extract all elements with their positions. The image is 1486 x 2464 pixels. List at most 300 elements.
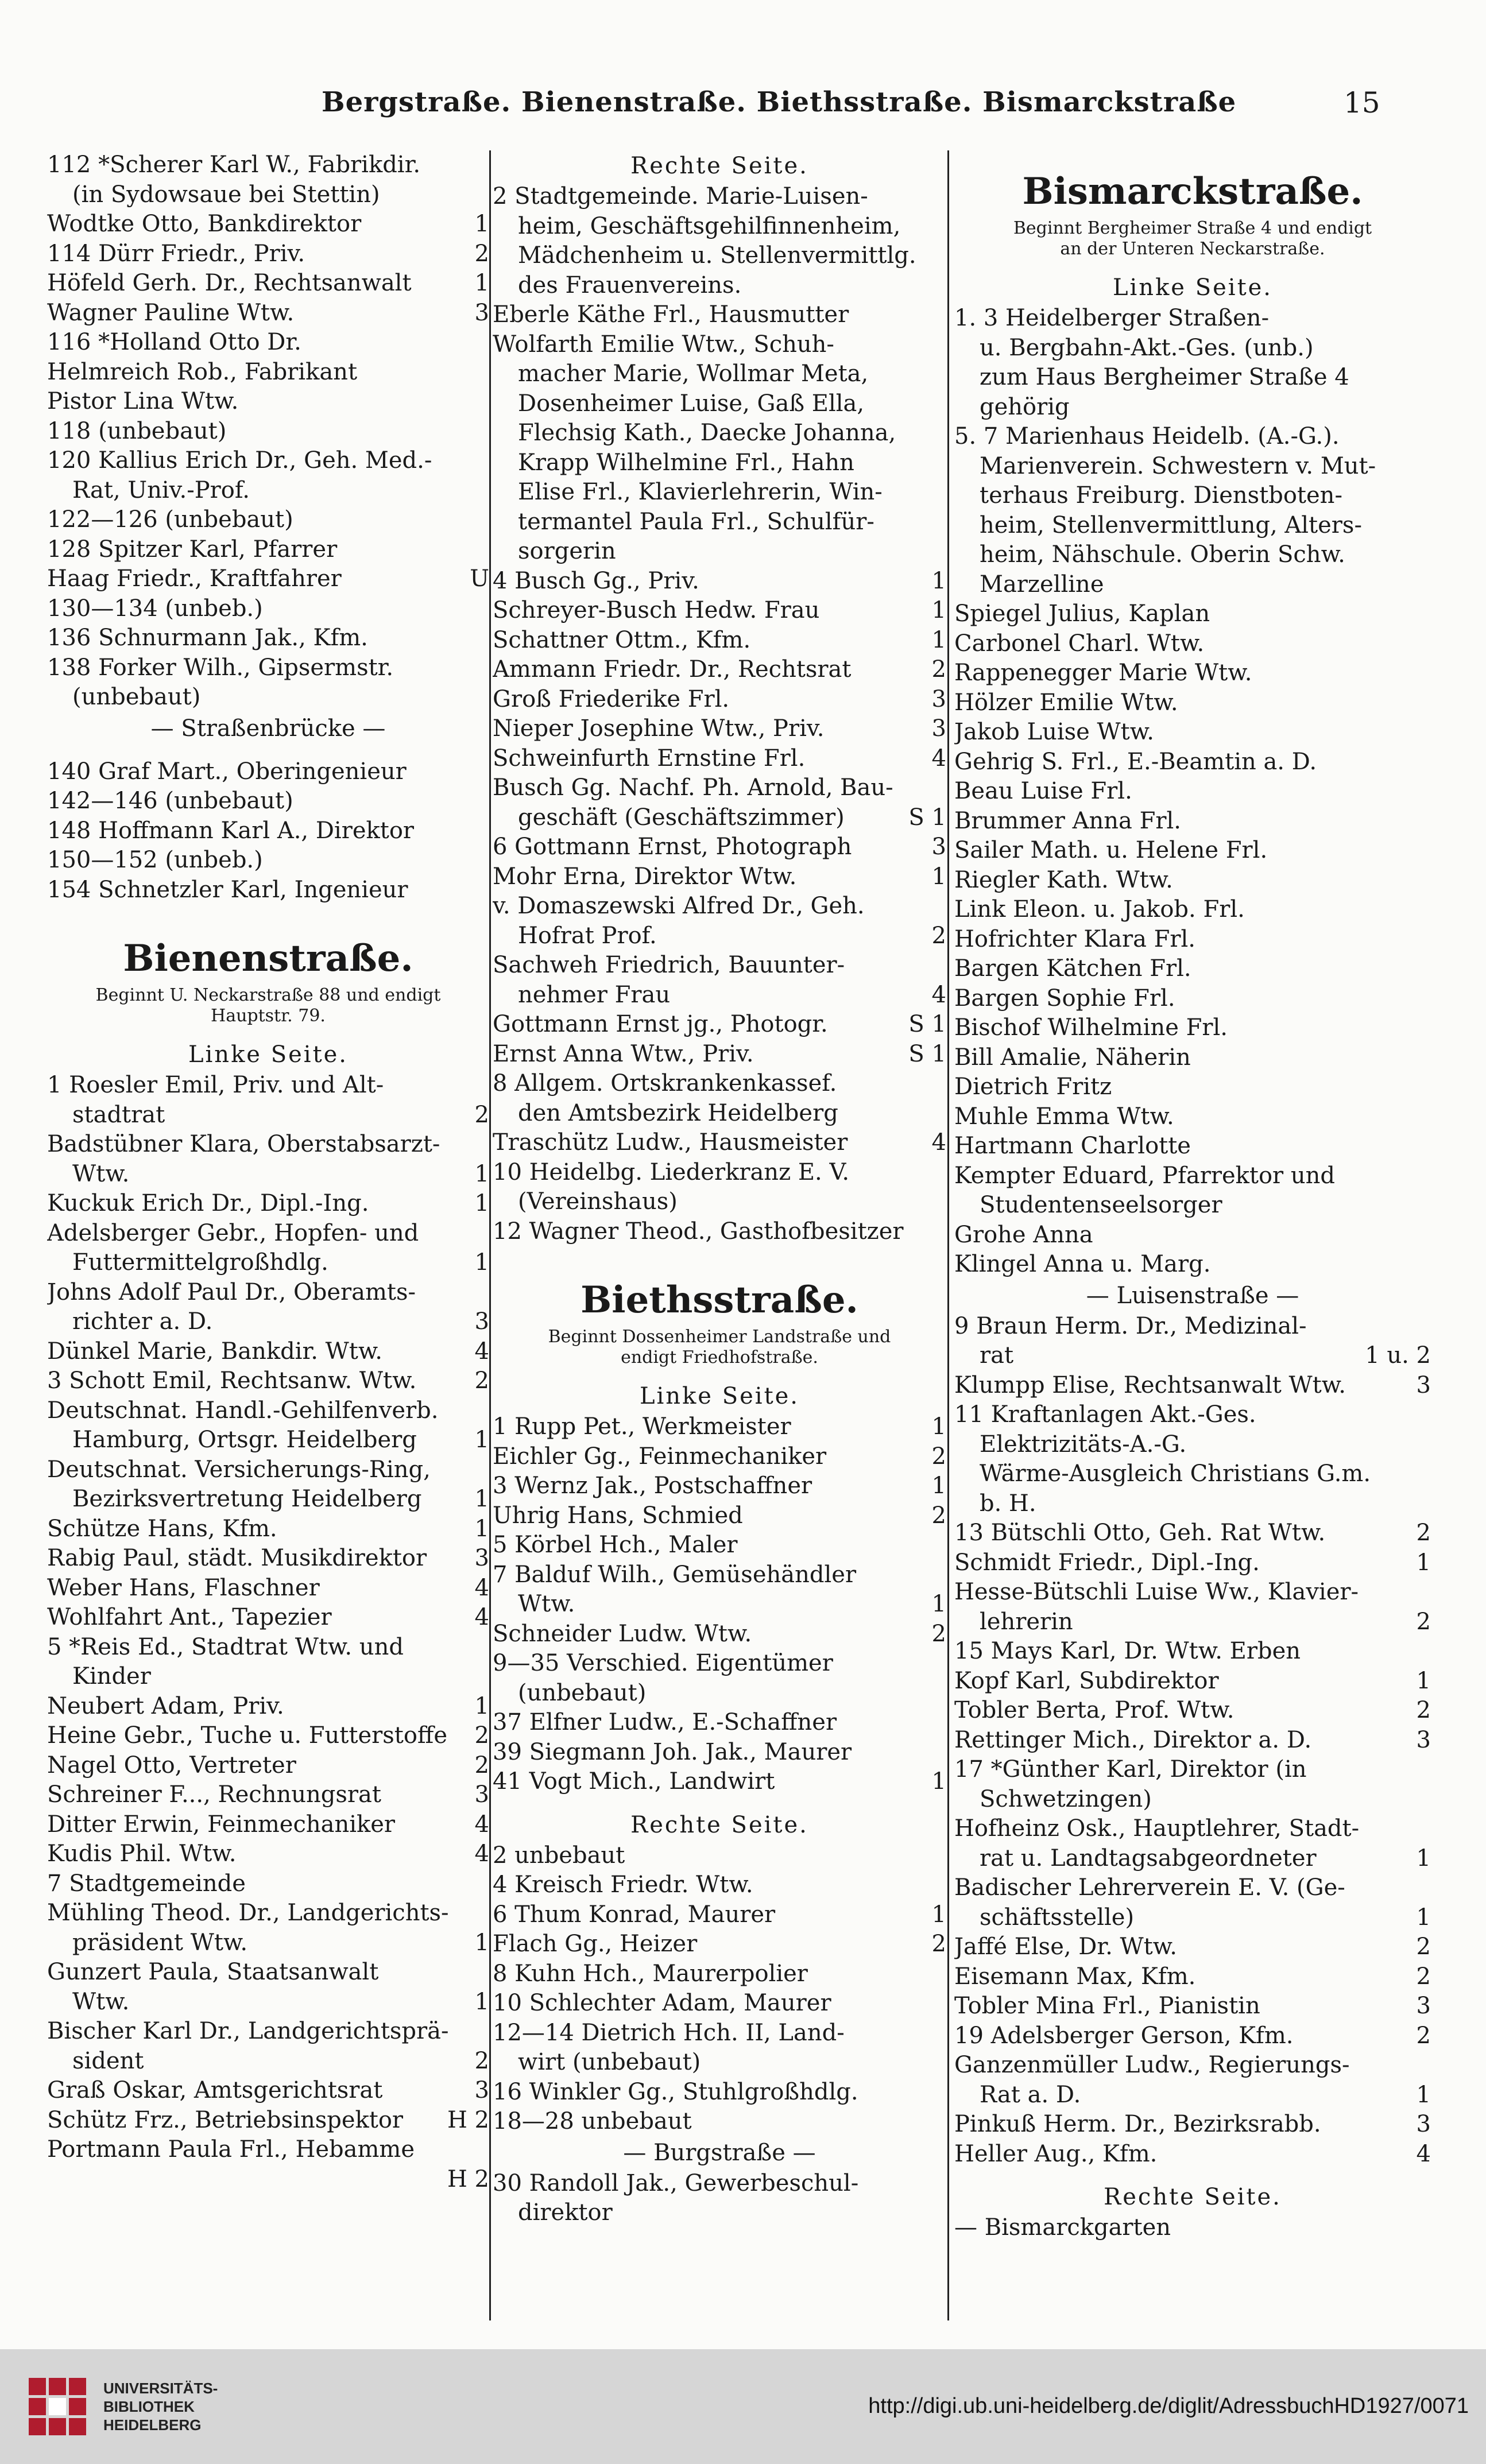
- entry-text: Eberle Käthe Frl., Hausmutter: [493, 301, 849, 328]
- entry-text: Bezirksvertretung Heidelberg: [72, 1486, 422, 1512]
- entry-text: Dietrich Fritz: [954, 1074, 1112, 1100]
- floor-number: [485, 417, 489, 447]
- floor-number: [942, 182, 946, 212]
- directory-entry: [493, 1010, 946, 1040]
- floor-number: 4: [474, 1841, 489, 1867]
- entry-text: 39 Siegmann Joh. Jak., Maurer: [493, 1738, 852, 1765]
- directory-entry: [493, 714, 946, 744]
- side-heading: Linke Seite.: [639, 1383, 800, 1409]
- floor-number: [485, 683, 489, 712]
- directory-entry: [493, 2198, 946, 2228]
- floor-number: [942, 241, 946, 271]
- floor-number: [1426, 1013, 1431, 1043]
- floor-number: 1: [474, 1427, 489, 1453]
- directory-entry: [954, 1400, 1431, 1430]
- directory-entry: [47, 757, 489, 787]
- entry-text: termantel Paula Frl., Schulfür-: [518, 508, 874, 535]
- directory-entry: [954, 1785, 1431, 1815]
- street-note: Beginnt Bergheimer Straße 4 und endigt: [1013, 218, 1372, 238]
- directory-entry: [47, 269, 489, 299]
- entry-text: Wtw.: [72, 1988, 130, 2015]
- entry-text: Wtw.: [72, 1160, 130, 1187]
- directory-entry: [954, 1548, 1431, 1578]
- directory-entry: [493, 1128, 946, 1158]
- directory-entry: [954, 570, 1431, 600]
- floor-number: [485, 358, 489, 388]
- directory-entry: [47, 787, 489, 816]
- directory-entry: [47, 1366, 489, 1396]
- floor-number: [485, 1219, 489, 1249]
- floor-number: [485, 653, 489, 683]
- floor-number: [942, 2169, 946, 2199]
- entry-text: 12—14 Dietrich Hch. II, Land-: [493, 2019, 845, 2046]
- entry-text: 112 *Scherer Karl W., Fabrikdir.: [47, 152, 421, 178]
- directory-entry: [493, 1471, 946, 1501]
- floor-number: [1426, 1221, 1431, 1250]
- floor-number: [1426, 570, 1431, 600]
- street-heading: Bismarckstraße.: [1022, 170, 1363, 213]
- directory-entry: [493, 419, 946, 448]
- floor-number: 3: [1416, 1993, 1431, 2019]
- floor-number: 4: [474, 1574, 489, 1601]
- floor-number: [485, 476, 489, 506]
- entry-text: des Frauenvereins.: [518, 272, 742, 299]
- spacer: [47, 905, 489, 917]
- directory-entry: [493, 1560, 946, 1590]
- side-heading: Rechte Seite.: [1104, 2184, 1282, 2210]
- floor-number: [942, 1738, 946, 1768]
- floor-number: 2: [474, 2047, 489, 2074]
- directory-entry: [493, 1099, 946, 1129]
- entry-text: Flach Gg., Heizer: [493, 1931, 698, 1957]
- entry-text: direktor: [518, 2199, 613, 2226]
- floor-number: [1426, 836, 1431, 866]
- floor-number: 2: [1416, 1963, 1431, 1990]
- floor-number: 1: [931, 1591, 946, 1617]
- floor-number: [1426, 866, 1431, 896]
- entry-text: Heine Gebr., Tuche u. Futterstoffe: [47, 1722, 448, 1749]
- entry-text: Hölzer Emilie Wtw.: [954, 689, 1178, 716]
- floor-number: 1: [931, 567, 946, 594]
- floor-number: 1: [474, 1249, 489, 1276]
- directory-entry: [47, 623, 489, 653]
- directory-entry: [47, 150, 489, 180]
- directory-entry: [954, 1932, 1431, 1962]
- directory-entry: [47, 1839, 489, 1869]
- entry-text: gehörig: [980, 393, 1070, 420]
- directory-entry: [493, 1040, 946, 1070]
- street-note: Beginnt U. Neckarstraße 88 und endigt: [95, 985, 441, 1005]
- directory-entry: [47, 1633, 489, 1663]
- directory-entry: [954, 1637, 1431, 1667]
- floor-number: [485, 1869, 489, 1899]
- floor-number: 4: [931, 1129, 946, 1156]
- directory-entry: [954, 2051, 1431, 2081]
- column-rule: [489, 150, 491, 2320]
- spacer: [493, 1797, 946, 1810]
- entry-text: (Vereinshaus): [518, 1188, 678, 1215]
- floor-number: [1426, 599, 1431, 629]
- spacer: [493, 1246, 946, 1259]
- entry-text: Ditter Erwin, Feinmechaniker: [47, 1811, 396, 1838]
- entry-text: rat u. Landtagsabgeordneter: [980, 1845, 1317, 1872]
- directory-entry: [47, 1928, 489, 1958]
- floor-number: [485, 150, 489, 180]
- directory-entry: [47, 1751, 489, 1781]
- floor-number: 2: [1416, 2022, 1431, 2049]
- floor-number: U: [470, 565, 489, 592]
- entry-text: Wolfarth Emilie Wtw., Schuh-: [493, 331, 834, 358]
- directory-entry: [954, 1250, 1431, 1280]
- entry-text: terhaus Freiburg. Dienstboten-: [980, 482, 1342, 509]
- floor-number: 2: [931, 1443, 946, 1470]
- directory-entry: [493, 981, 946, 1010]
- floor-number: [942, 419, 946, 448]
- entry-text: 19 Adelsberger Gerson, Kfm.: [954, 2022, 1294, 2049]
- floor-number: [942, 1531, 946, 1560]
- floor-number: [942, 1989, 946, 2019]
- floor-number: [942, 773, 946, 803]
- entry-text: heim, Geschäftsgehilfinnenheim,: [518, 212, 901, 239]
- directory-entry: [47, 1189, 489, 1219]
- directory-entry: [47, 2076, 489, 2106]
- entry-text: stadtrat: [72, 1101, 165, 1128]
- entry-text: 6 Gottmann Ernst, Photograph: [493, 834, 852, 860]
- entry-text: nehmer Frau: [518, 981, 671, 1008]
- directory-entry: [493, 537, 946, 567]
- directory-entry: [47, 1160, 489, 1190]
- floor-number: 2: [931, 922, 946, 949]
- entry-text: 4 Kreisch Friedr. Wtw.: [493, 1872, 753, 1898]
- floor-number: 1: [474, 1190, 489, 1216]
- floor-number: [1426, 925, 1431, 955]
- entry-text: wirt (unbebaut): [518, 2049, 701, 2075]
- directory-entry: [954, 1072, 1431, 1102]
- floor-number: 2: [1416, 1608, 1431, 1635]
- entry-text: Gehrig S. Frl., E.-Beamtin a. D.: [954, 748, 1317, 775]
- side-heading: Linke Seite.: [188, 1041, 349, 1068]
- floor-number: [942, 212, 946, 242]
- floor-number: [942, 1870, 946, 1900]
- entry-text: 120 Kallius Erich Dr., Geh. Med.-: [47, 447, 432, 474]
- entry-text: 6 Thum Konrad, Maurer: [493, 1901, 776, 1928]
- entry-text: 138 Forker Wilh., Gipsermstr.: [47, 654, 394, 681]
- page-number: 15: [1344, 86, 1380, 119]
- entry-text: Hofrichter Klara Frl.: [954, 925, 1196, 952]
- column-middle: [493, 150, 946, 2332]
- floor-number: 1: [931, 863, 946, 890]
- entry-text: Uhrig Hans, Schmied: [493, 1502, 743, 1529]
- entry-text: Badischer Lehrerverein E. V. (Ge-: [954, 1874, 1345, 1901]
- directory-entry: [47, 417, 489, 447]
- floor-number: 1: [931, 1473, 946, 1499]
- library-name-line: BIBLIOTHEK: [103, 2398, 195, 2415]
- floor-number: 2: [931, 656, 946, 683]
- floor-number: 1: [474, 211, 489, 237]
- directory-entry: [493, 507, 946, 537]
- floor-number: [1426, 304, 1431, 334]
- directory-entry: [954, 1667, 1431, 1696]
- entry-text: Nieper Josephine Wtw., Priv.: [493, 715, 825, 742]
- directory-entry: [954, 1013, 1431, 1043]
- directory-entry: [954, 1312, 1431, 1342]
- directory-entry: [954, 954, 1431, 984]
- directory-entry: [954, 363, 1431, 393]
- floor-number: [1426, 1785, 1431, 1815]
- floor-number: 2: [474, 1722, 489, 1749]
- entry-text: Marienverein. Schwestern v. Mut-: [980, 452, 1376, 479]
- entry-text: Deutschnat. Handl.-Gehilfenverb.: [47, 1397, 439, 1424]
- entry-text: 5 *Reis Ed., Stadtrat Wtw. und: [47, 1633, 404, 1660]
- directory-entry: [47, 2047, 489, 2076]
- directory-entry: [47, 239, 489, 269]
- entry-text: Rappenegger Marie Wtw.: [954, 660, 1252, 686]
- university-library-logo-icon: [23, 2372, 92, 2441]
- directory-entry: [954, 1102, 1431, 1132]
- floor-number: [942, 389, 946, 419]
- entry-text: 5. 7 Marienhaus Heidelb. (A.-G.).: [954, 423, 1340, 450]
- entry-text: 148 Hoffmann Karl A., Direktor: [47, 817, 415, 844]
- directory-entry: [493, 892, 946, 921]
- directory-entry: [47, 476, 489, 506]
- directory-entry: [493, 241, 946, 271]
- entry-text: heim, Nähschule. Oberin Schw.: [980, 541, 1345, 568]
- floor-number: 1: [931, 1901, 946, 1928]
- directory-entry: [493, 1590, 946, 1620]
- entry-text: sorgerin: [518, 538, 616, 564]
- entry-text: Tobler Mina Frl., Pianistin: [954, 1993, 1260, 2019]
- directory-entry: [954, 1459, 1431, 1489]
- directory-entry: [493, 1501, 946, 1531]
- entry-text: Gunzert Paula, Staatsanwalt: [47, 1959, 379, 1985]
- directory-entry: [954, 688, 1431, 718]
- entry-text: Neubert Adam, Priv.: [47, 1692, 284, 1719]
- entry-text: 1 Roesler Emil, Priv. und Alt-: [47, 1072, 384, 1098]
- entry-text: Bargen Kätchen Frl.: [954, 955, 1191, 982]
- floor-number: 3: [931, 715, 946, 742]
- directory-entry: [493, 330, 946, 360]
- floor-number: [942, 2019, 946, 2048]
- cross-street-marker: — Burgstraße —: [623, 2139, 816, 2166]
- floor-number: [485, 1633, 489, 1663]
- directory-entry: [47, 1721, 489, 1751]
- floor-number: 1: [931, 597, 946, 623]
- entry-text: Hartmann Charlotte: [954, 1133, 1191, 1159]
- directory-entry: [493, 685, 946, 715]
- entry-text: Schütze Hans, Kfm.: [47, 1515, 277, 1542]
- floor-number: [942, 1217, 946, 1247]
- entry-text: u. Bergbahn-Akt.-Ges. (unb.): [980, 334, 1314, 361]
- floor-number: 4: [474, 1338, 489, 1365]
- directory-entry: [493, 1900, 946, 1930]
- directory-entry: [47, 1101, 489, 1130]
- entry-text: 2 unbebaut: [493, 1842, 625, 1869]
- entry-text: Klingel Anna u. Marg.: [954, 1251, 1211, 1277]
- floor-number: 1 u. 2: [1365, 1342, 1431, 1369]
- floor-number: 1: [931, 626, 946, 653]
- floor-number: [485, 816, 489, 846]
- entry-text: Rabig Paul, städt. Musikdirektor: [47, 1545, 427, 1571]
- entry-text: geschäft (Geschäftszimmer): [518, 804, 845, 831]
- entry-text: Graß Oskar, Amtsgerichtsrat: [47, 2077, 383, 2103]
- floor-number: [485, 1396, 489, 1426]
- entry-text: (unbebaut): [518, 1679, 647, 1706]
- entry-text: Höfeld Gerh. Dr., Rechtsanwalt: [47, 270, 412, 296]
- directory-entry: [47, 505, 489, 535]
- entry-text: Studentenseelsorger: [980, 1192, 1222, 1218]
- entry-text: Kudis Phil. Wtw.: [47, 1841, 237, 1867]
- entry-text: Spiegel Julius, Kaplan: [954, 600, 1210, 627]
- floor-number: 1: [474, 1988, 489, 2015]
- entry-text: Schattner Ottm., Kfm.: [493, 626, 751, 653]
- floor-number: [942, 892, 946, 921]
- floor-number: [942, 2048, 946, 2078]
- directory-entry: [47, 1780, 489, 1810]
- entry-text: 3 Schott Emil, Rechtsanw. Wtw.: [47, 1367, 417, 1394]
- floor-number: [1426, 807, 1431, 836]
- entry-text: Wärme-Ausgleich Christians G.m.: [980, 1460, 1371, 1487]
- floor-number: [1426, 540, 1431, 570]
- entry-text: 30 Randoll Jak., Gewerbeschul-: [493, 2169, 859, 2196]
- entry-text: richter a. D.: [72, 1308, 213, 1335]
- street-note: endigt Friedhofstraße.: [621, 1347, 818, 1367]
- directory-entry: [954, 1962, 1431, 1992]
- entry-text: Schreiner F..., Rechnungsrat: [47, 1781, 381, 1808]
- directory-entry: [493, 1069, 946, 1099]
- side-heading: Linke Seite.: [1112, 274, 1273, 301]
- entry-text: Rat a. D.: [980, 2081, 1081, 2108]
- floor-number: [1426, 1191, 1431, 1221]
- floor-number: 1: [474, 1515, 489, 1542]
- entry-text: Traschütz Ludw., Hausmeister: [493, 1129, 848, 1156]
- directory-entry: [954, 1341, 1431, 1371]
- entry-text: Wodtke Otto, Bankdirektor: [47, 211, 362, 237]
- entry-text: Ammann Friedr. Dr., Rechtsrat: [493, 656, 852, 683]
- directory-entry: [954, 2213, 1431, 2243]
- floor-number: [1426, 1132, 1431, 1161]
- directory-entry: [954, 1755, 1431, 1785]
- directory-entry: [493, 271, 946, 301]
- spacer: [493, 1368, 946, 1381]
- directory-entry: [493, 951, 946, 981]
- floor-number: 4: [931, 981, 946, 1008]
- directory-entry: [493, 1187, 946, 1217]
- entry-text: Busch Gg. Nachf. Ph. Arnold, Bau-: [493, 774, 893, 801]
- floor-number: [1426, 718, 1431, 747]
- directory-entry: [493, 744, 946, 774]
- floor-number: [485, 1130, 489, 1160]
- directory-entry: [47, 1514, 489, 1544]
- entry-text: Carbonel Charl. Wtw.: [954, 630, 1205, 657]
- directory-entry: [493, 1649, 946, 1679]
- directory-entry: [493, 2078, 946, 2107]
- directory-entry: [47, 387, 489, 417]
- floor-number: [1426, 452, 1431, 482]
- directory-entry: [493, 626, 946, 656]
- entry-text: Schneider Ludw. Wtw.: [493, 1620, 752, 1647]
- directory-entry: [493, 1738, 946, 1768]
- entry-text: 11 Kraftanlagen Akt.-Ges.: [954, 1401, 1256, 1428]
- floor-number: [485, 1958, 489, 1988]
- entry-text: Riegler Kath. Wtw.: [954, 866, 1173, 893]
- floor-number: [1426, 1161, 1431, 1191]
- side-heading: Rechte Seite.: [630, 153, 808, 179]
- floor-number: [1426, 984, 1431, 1014]
- directory-entry: [954, 334, 1431, 363]
- entry-text: zum Haus Bergheimer Straße 4: [980, 364, 1349, 390]
- directory-entry: [493, 803, 946, 833]
- floor-number: [1426, 511, 1431, 541]
- library-name-line: UNIVERSITÄTS-: [103, 2380, 218, 2397]
- floor-number: [942, 2198, 946, 2228]
- entry-text: Beau Luise Frl.: [954, 778, 1132, 804]
- entry-text: Helmreich Rob., Fabrikant: [47, 358, 358, 385]
- floor-number: 1: [474, 270, 489, 296]
- floor-number: [942, 1708, 946, 1738]
- entry-text: 15 Mays Karl, Dr. Wtw. Erben: [954, 1638, 1301, 1664]
- directory-entry: [493, 389, 946, 419]
- floor-number: [1426, 629, 1431, 659]
- floor-number: 3: [1416, 1372, 1431, 1398]
- floor-number: S 1: [908, 1040, 946, 1067]
- floor-number: 3: [474, 1308, 489, 1335]
- directory-entry: [954, 1221, 1431, 1250]
- entry-text: (unbebaut): [72, 684, 201, 710]
- source-url-link[interactable]: http://digi.ub.uni-heidelberg.de/diglit/AdressbuchHD1927/0071: [868, 2394, 1469, 2418]
- floor-number: [942, 359, 946, 389]
- directory-entry: [954, 984, 1431, 1014]
- floor-number: [485, 2017, 489, 2047]
- entry-text: Haag Friedr., Kraftfahrer: [47, 565, 342, 592]
- street-heading: Biethsstraße.: [581, 1279, 858, 1322]
- floor-number: [942, 1679, 946, 1708]
- entry-text: sident: [72, 2047, 144, 2074]
- directory-entry: [47, 1396, 489, 1426]
- directory-entry: [493, 1841, 946, 1871]
- floor-number: [485, 2135, 489, 2165]
- entry-text: 142—146 (unbebaut): [47, 788, 293, 814]
- directory-entry: [493, 1217, 946, 1247]
- directory-entry: [47, 2017, 489, 2047]
- directory-entry: [954, 718, 1431, 747]
- entry-text: Dünkel Marie, Bankdir. Wtw.: [47, 1338, 383, 1365]
- floor-number: 2: [1416, 1697, 1431, 1723]
- entry-text: Schütz Frz., Betriebsinspektor: [47, 2106, 404, 2133]
- directory-entry: [47, 1662, 489, 1692]
- floor-number: [942, 1649, 946, 1679]
- floor-number: 2: [931, 1620, 946, 1647]
- floor-number: [942, 1069, 946, 1099]
- floor-number: 3: [1416, 1726, 1431, 1753]
- floor-number: H 2: [447, 2165, 489, 2192]
- floor-number: [485, 1071, 489, 1101]
- entry-text: Portmann Paula Frl., Hebamme: [47, 2136, 415, 2163]
- entry-text: Futtermittelgroßhdlg.: [72, 1249, 328, 1276]
- entry-text: Schwetzingen): [980, 1785, 1152, 1812]
- floor-number: 1: [931, 1413, 946, 1440]
- floor-number: [1426, 1459, 1431, 1489]
- floor-number: [1426, 334, 1431, 363]
- entry-text: Grohe Anna: [954, 1221, 1093, 1248]
- floor-number: [485, 846, 489, 875]
- directory-entry: [493, 1531, 946, 1560]
- directory-entry: [47, 1988, 489, 2017]
- entry-text: Klumpp Elise, Rechtsanwalt Wtw.: [954, 1372, 1346, 1398]
- entry-text: [47, 2165, 443, 2195]
- entry-text: Heller Aug., Kfm.: [954, 2140, 1158, 2167]
- entry-text: Hofrat Prof.: [518, 922, 657, 949]
- entry-text: Rat, Univ.-Prof.: [72, 476, 250, 503]
